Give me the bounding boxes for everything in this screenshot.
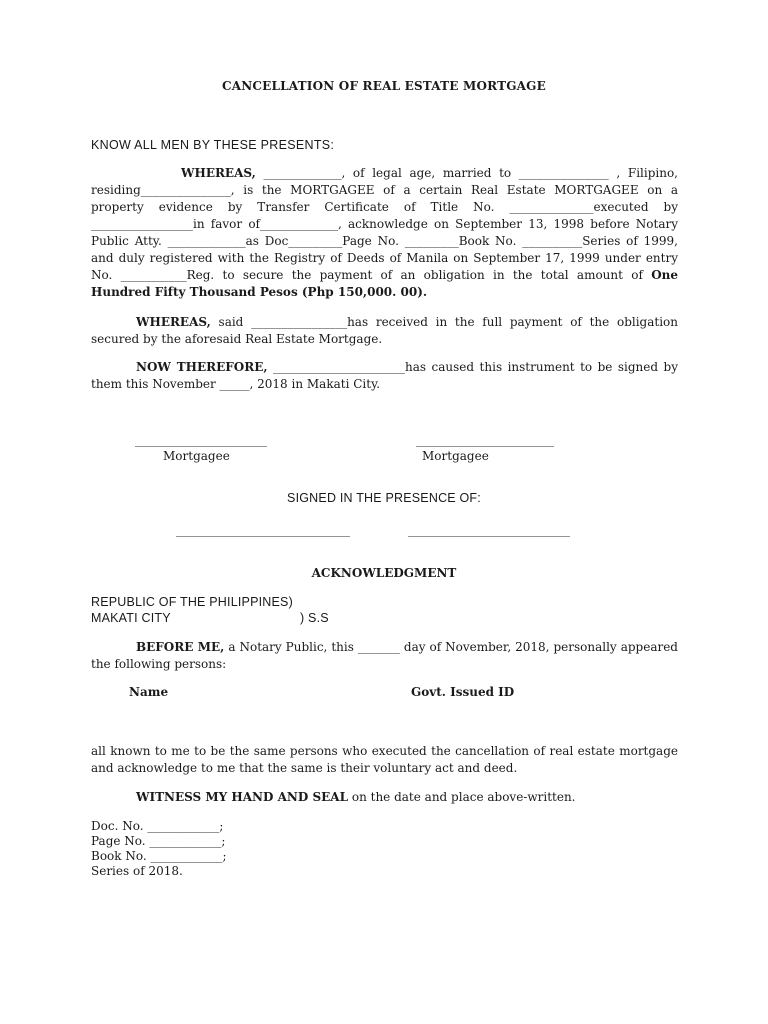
whereas1-line-5: Public Atty. _____________as Doc_________Page No. _________Book No. __________Series of 1999, bbox=[91, 234, 678, 248]
whereas-paragraph-1 bbox=[91, 165, 678, 301]
before-me-line-1: BEFORE ME, a Notary Public, this _______ day of November, 2018, personally appeared bbox=[136, 640, 678, 654]
acknowledgment-heading: ACKNOWLEDGMENT bbox=[311, 566, 457, 580]
whereas1-line-1: WHEREAS, _____________, of legal age, married to _______________ , Filipino, bbox=[181, 166, 678, 180]
witness-signature-line-left: _____________________________ bbox=[176, 523, 350, 537]
book-no-entry: Book No. ____________; bbox=[91, 849, 227, 863]
whereas1-line-7: No. ___________Reg. to secure the payment of an obligation in the total amount of One bbox=[91, 268, 678, 282]
venue-republic: REPUBLIC OF THE PHILIPPINES) bbox=[91, 595, 293, 609]
all-known-line-2: and acknowledge to me that the same is their voluntary act and deed. bbox=[91, 761, 518, 775]
mortgagee-right-signature-line: _______________________ bbox=[416, 433, 554, 447]
all-known-paragraph bbox=[91, 743, 678, 777]
whereas1-line-8: Hundred Fifty Thousand Pesos (Php 150,000. 00). bbox=[91, 285, 428, 299]
witness-signature-line-right: ___________________________ bbox=[408, 523, 570, 537]
whereas1-line-2: residing_______________, is the MORTGAGEE of a certain Real Estate MORTGAGEE on a bbox=[91, 183, 678, 197]
column-header-name: Name bbox=[129, 685, 169, 699]
whereas2-line-1: WHEREAS, said ________________has received in the full payment of the obligation bbox=[136, 315, 678, 329]
venue-ss: ) S.S bbox=[300, 611, 329, 625]
witness-hand-seal-line: WITNESS MY HAND AND SEAL on the date and place above-written. bbox=[136, 790, 576, 804]
now-therefore-line-2: them this November _____, 2018 in Makati City. bbox=[91, 377, 381, 391]
page-no-entry: Page No. ____________; bbox=[91, 834, 226, 848]
venue-makati-city: MAKATI CITY bbox=[91, 611, 171, 625]
doc-no-entry: Doc. No. ____________; bbox=[91, 819, 224, 833]
now-therefore-paragraph bbox=[91, 359, 678, 393]
column-header-govt-id: Govt. Issued ID bbox=[411, 685, 515, 699]
before-me-paragraph bbox=[91, 639, 678, 673]
whereas1-line-4: _________________in favor of_____________, acknowledge on September 13, 1998 before Notary bbox=[91, 217, 678, 231]
document-title: CANCELLATION OF REAL ESTATE MORTGAGE bbox=[222, 79, 546, 93]
signed-in-presence-heading: SIGNED IN THE PRESENCE OF: bbox=[287, 491, 481, 505]
whereas1-line-6: and duly registered with the Registry of Deeds of Manila on September 17, 1999 under entry bbox=[91, 251, 678, 265]
know-all-men-heading: KNOW ALL MEN BY THESE PRESENTS: bbox=[91, 138, 335, 152]
whereas1-line-3: property evidence by Transfer Certificate of Title No. ______________executed by bbox=[91, 200, 678, 214]
mortgagee-left-label: Mortgagee bbox=[163, 449, 230, 463]
now-therefore-line-1: NOW THEREFORE, ______________________has caused this instrument to be signed by bbox=[136, 360, 678, 374]
mortgagee-left-signature-line: ______________________ bbox=[135, 433, 267, 447]
whereas-paragraph-2 bbox=[91, 314, 678, 348]
all-known-line-1: all known to me to be the same persons who executed the cancellation of real estate mortgage bbox=[91, 744, 678, 758]
before-me-line-2: the following persons: bbox=[91, 657, 227, 671]
series-entry: Series of 2018. bbox=[91, 864, 183, 878]
whereas2-line-2: secured by the aforesaid Real Estate Mortgage. bbox=[91, 332, 383, 346]
mortgagee-right-label: Mortgagee bbox=[422, 449, 489, 463]
